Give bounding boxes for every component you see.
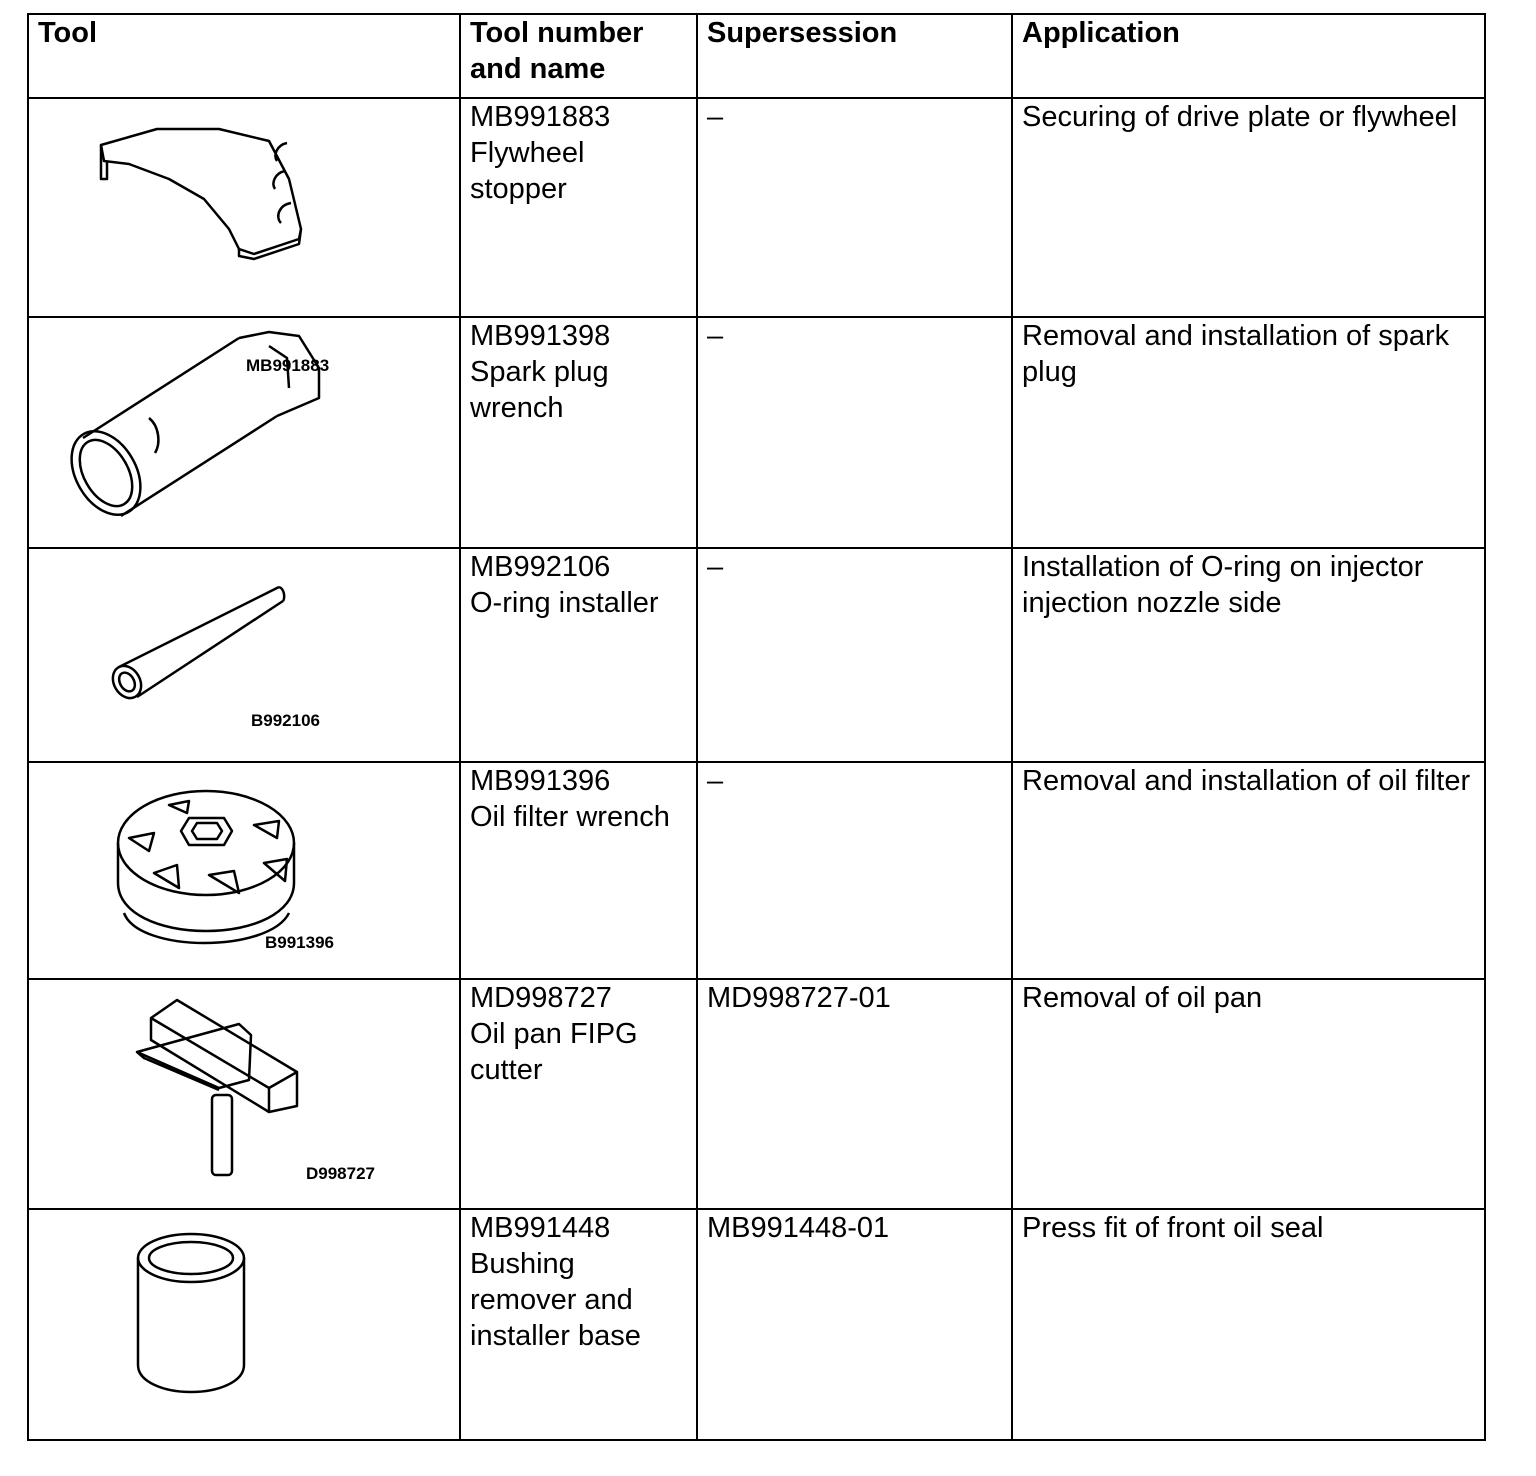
bushing-base-icon bbox=[29, 1210, 459, 1439]
tool-image-cell bbox=[28, 762, 460, 979]
oil-filter-wrench-icon bbox=[29, 763, 459, 978]
flywheel-stopper-icon bbox=[29, 99, 459, 316]
tool-number-cell bbox=[460, 317, 697, 548]
tool-image-cell bbox=[28, 1209, 460, 1440]
tool-name: Oil pan FIPG cutter bbox=[470, 1018, 638, 1086]
table-row bbox=[28, 979, 1485, 1209]
tool-name: Oil filter wrench bbox=[470, 801, 670, 833]
supersession-cell: – bbox=[697, 762, 1012, 979]
tool-number-cell bbox=[460, 762, 697, 979]
tool-image-cell bbox=[28, 979, 460, 1209]
tool-image-cell bbox=[28, 317, 460, 548]
header-application: Application bbox=[1012, 14, 1485, 98]
tool-name: O-ring installer bbox=[470, 587, 659, 619]
application-cell: Installation of O-ring on injector injection nozzle side bbox=[1012, 548, 1485, 762]
table-row bbox=[28, 98, 1485, 317]
header-supersession: Supersession bbox=[697, 14, 1012, 98]
o-ring-installer-icon bbox=[29, 549, 459, 761]
tool-number: MB991883 bbox=[470, 101, 611, 133]
table-row bbox=[28, 1209, 1485, 1440]
supersession-cell: – bbox=[697, 98, 1012, 317]
tool-image-label: MB991883 bbox=[246, 356, 330, 375]
supersession-cell: – bbox=[697, 317, 1012, 548]
tool-number: MB992106 bbox=[470, 551, 611, 583]
application-cell: Removal and installation of oil filter bbox=[1012, 762, 1485, 979]
supersession-cell: MB991448-01 bbox=[697, 1209, 1012, 1440]
tool-image-label: D998727 bbox=[306, 1164, 376, 1183]
application-cell: Removal and installation of spark plug bbox=[1012, 317, 1485, 548]
supersession-cell: – bbox=[697, 548, 1012, 762]
table-row bbox=[28, 317, 1485, 548]
spark-plug-wrench-icon bbox=[29, 318, 459, 547]
tool-name: Flywheel stopper bbox=[470, 137, 585, 205]
tool-number: MB991448 bbox=[470, 1212, 611, 1244]
application-cell: Removal of oil pan bbox=[1012, 979, 1485, 1209]
header-row bbox=[28, 14, 1485, 98]
table-row bbox=[28, 548, 1485, 762]
tool-number-cell bbox=[460, 548, 697, 762]
table-row bbox=[28, 762, 1485, 979]
header-tool-number: Tool number and name bbox=[460, 14, 697, 98]
tool-image-label: B991396 bbox=[265, 933, 335, 952]
tool-name: Spark plug wrench bbox=[470, 356, 609, 424]
tool-image-cell bbox=[28, 548, 460, 762]
special-tools-table bbox=[27, 13, 1486, 1441]
tool-image-cell bbox=[28, 98, 460, 375]
tool-number: MB991396 bbox=[470, 765, 611, 797]
tool-number: MD998727 bbox=[470, 982, 612, 1014]
tool-number-cell bbox=[460, 979, 697, 1209]
tool-number: MB991398 bbox=[470, 320, 611, 352]
tool-name: Bushing remover and installer base bbox=[470, 1248, 641, 1352]
tool-number-cell bbox=[460, 1209, 697, 1440]
application-cell: Press fit of front oil seal bbox=[1012, 1209, 1485, 1440]
tool-number-cell bbox=[460, 98, 697, 317]
header-tool: Tool bbox=[28, 14, 460, 98]
fipg-cutter-icon bbox=[29, 980, 459, 1208]
supersession-cell: MD998727-01 bbox=[697, 979, 1012, 1209]
tool-image-label: B992106 bbox=[251, 711, 321, 730]
application-cell: Securing of drive plate or flywheel bbox=[1012, 98, 1485, 317]
